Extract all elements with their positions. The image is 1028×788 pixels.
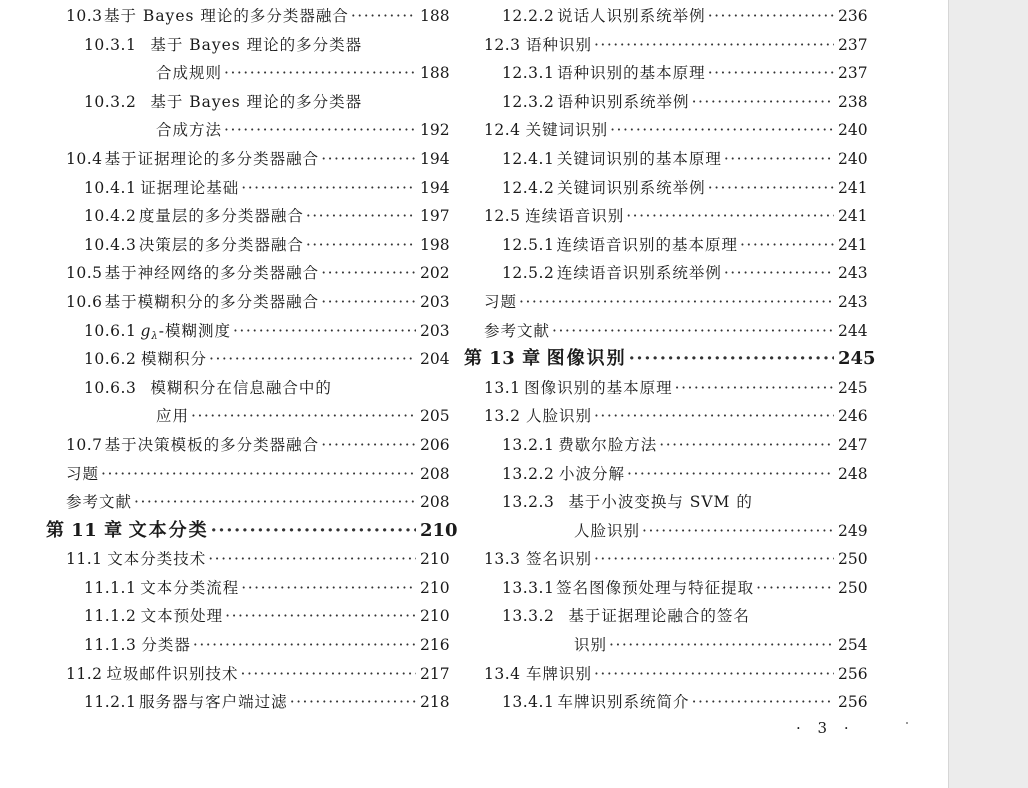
toc-entry[interactable] — [464, 116, 868, 145]
toc-page-number: 218 — [420, 693, 450, 712]
toc-page-number: 192 — [420, 121, 450, 140]
toc-section-number: 13.3.1 — [502, 578, 555, 597]
toc-page-number: 194 — [420, 178, 450, 197]
toc-entry[interactable] — [464, 145, 868, 174]
toc-section-title: 基于决策模板的多分类器融合 — [104, 435, 320, 454]
toc-section-title: 习题 — [484, 292, 518, 311]
toc-section-number: 13.2 — [484, 407, 521, 426]
toc-section-title: 度量层的多分类器融合 — [138, 207, 304, 226]
toc-section-number: 13.3 — [484, 550, 521, 569]
toc-section-number: 12.3.1 — [502, 64, 555, 83]
toc-section-number: 13.4.1 — [502, 693, 555, 712]
toc-section-number: 12.5.2 — [502, 264, 555, 283]
toc-section-title: 关键词识别系统举例 — [557, 178, 706, 197]
toc-entry[interactable] — [46, 231, 450, 260]
toc-section-number: 12.3 — [484, 35, 521, 54]
toc-section-title: 模糊积分 — [141, 350, 208, 369]
dot-leader — [211, 517, 416, 546]
dot-leader — [101, 460, 416, 489]
toc-section-number: 10.3.1 — [84, 35, 137, 54]
toc-entry[interactable] — [46, 145, 450, 174]
toc-section-title: 服务器与客户端过滤 — [139, 693, 288, 712]
toc-page-number: 245 — [838, 378, 868, 397]
toc-section-number: 10.4.3 — [84, 235, 137, 254]
dot-leader — [724, 259, 834, 288]
toc-entry[interactable] — [46, 259, 450, 288]
toc-entry[interactable] — [46, 116, 450, 145]
toc-page-number: 202 — [420, 264, 450, 283]
toc-page-number: 245 — [838, 348, 876, 370]
toc-section-title: 应用 — [156, 407, 190, 426]
toc-section-number: 第 11 章 — [46, 519, 123, 541]
toc-page-number: 237 — [838, 64, 868, 83]
toc-entry[interactable] — [464, 88, 868, 117]
toc-section-number: 10.4.1 — [84, 178, 137, 197]
toc-entry[interactable] — [464, 545, 868, 574]
toc-section-number: 13.2.2 — [502, 464, 555, 483]
toc-entry[interactable] — [46, 317, 450, 346]
toc-section-title: 语种识别 — [525, 35, 592, 54]
toc-section-number: 13.1 — [484, 378, 521, 397]
toc-section-number: 10.5 — [66, 264, 103, 283]
toc-entry[interactable] — [46, 59, 450, 88]
toc-section-title: 图像识别的基本原理 — [524, 378, 673, 397]
title-symbol: g — [140, 321, 152, 340]
dot-leader — [191, 402, 416, 431]
dot-leader — [594, 660, 834, 689]
toc-section-number: 第 13 章 — [464, 348, 541, 370]
toc-page-number: 188 — [420, 64, 450, 83]
toc-page-number: 249 — [838, 521, 868, 540]
toc-page-number: 236 — [838, 7, 868, 25]
toc-entry[interactable] — [464, 602, 864, 631]
toc-page-number: 248 — [838, 464, 868, 483]
toc-section-number: 11.1.1 — [84, 578, 137, 597]
toc-section-title: 签名识别 — [525, 550, 592, 569]
toc-entry[interactable] — [46, 174, 450, 203]
toc-entry[interactable] — [46, 688, 450, 717]
dot-leader — [610, 116, 834, 145]
toc-page-number: 194 — [420, 149, 450, 168]
toc-page-number: 241 — [838, 235, 868, 254]
toc-section-title: 费歇尔脸方法 — [558, 435, 658, 454]
dot-leader — [306, 202, 416, 231]
toc-section-title: 小波分解 — [559, 464, 626, 483]
toc-entry[interactable] — [464, 59, 868, 88]
toc-page-number: 256 — [838, 693, 868, 712]
dot-leader — [208, 545, 416, 574]
toc-entry[interactable] — [464, 231, 868, 260]
toc-entry[interactable] — [46, 460, 450, 489]
toc-section-title: 合成方法 — [156, 121, 223, 140]
toc-page-number: 250 — [838, 578, 868, 597]
toc-entry[interactable] — [464, 374, 868, 403]
toc-page-number: 210 — [420, 607, 450, 626]
toc-section-number: 10.4 — [66, 149, 103, 168]
toc-section-title: 语种识别的基本原理 — [557, 64, 706, 83]
toc-entry[interactable] — [46, 574, 450, 603]
dot-leader — [659, 431, 834, 460]
toc-section-title: 合成规则 — [156, 64, 223, 83]
toc-entry[interactable] — [46, 88, 446, 117]
toc-section-number: 10.3.2 — [84, 92, 137, 111]
toc-section-number: 13.2.3 — [502, 493, 555, 512]
toc-section-title: 基于 Bayes 理论的多分类器融合 — [104, 7, 349, 25]
toc-entry[interactable] — [464, 517, 868, 546]
dot-leader — [306, 231, 416, 260]
toc-section-number: 10.6.3 — [84, 378, 137, 397]
toc-entry[interactable] — [464, 631, 868, 660]
title-subscript: λ — [151, 330, 159, 342]
toc-entry[interactable] — [464, 317, 868, 346]
toc-entry[interactable] — [46, 660, 450, 689]
toc-section-number: 10.4.2 — [84, 207, 137, 226]
toc-entry[interactable] — [46, 202, 450, 231]
dot-leader — [290, 688, 416, 717]
toc-left-column — [46, 2, 458, 717]
dot-leader — [321, 288, 416, 317]
toc-section-title: 车牌识别系统简介 — [557, 693, 690, 712]
toc-section-number: 10.6.2 — [84, 350, 137, 369]
toc-section-title: 连续语音识别系统举例 — [556, 264, 722, 283]
toc-section-title: 文本分类流程 — [140, 578, 240, 597]
dot-leader — [609, 631, 834, 660]
toc-section-title: 基于 Bayes 理论的多分类器 — [150, 92, 363, 111]
toc-section-title: 基于神经网络的多分类器融合 — [104, 264, 320, 283]
dot-leader — [756, 574, 834, 603]
toc-chapter-entry[interactable] — [46, 517, 458, 546]
toc-entry[interactable] — [464, 2, 868, 31]
toc-section-title: 关键词识别 — [525, 121, 609, 140]
dot-leader — [241, 574, 416, 603]
toc-entry[interactable] — [464, 574, 868, 603]
toc-section-title: 证据理论基础 — [140, 178, 240, 197]
toc-entry[interactable] — [46, 602, 450, 631]
toc-section-number: 13.3.2 — [502, 607, 555, 626]
toc-section-number: 10.6 — [66, 292, 103, 311]
toc-entry[interactable] — [464, 688, 868, 717]
toc-section-number: 12.3.2 — [502, 92, 555, 111]
toc-entry[interactable] — [46, 2, 450, 31]
toc-section-title: 文本分类技术 — [107, 550, 207, 569]
dot-leader — [519, 288, 834, 317]
toc-page-number: 240 — [838, 149, 868, 168]
toc-page-number: 205 — [420, 407, 450, 426]
toc-section-number: 11.2 — [66, 664, 103, 683]
toc-section-title: 基于证据理论融合的签名 — [568, 607, 750, 626]
toc-section-number: 11.2.1 — [84, 693, 137, 712]
toc-page-number: 238 — [838, 92, 868, 111]
toc-page-number: 246 — [838, 407, 868, 426]
toc-section-title: 习题 — [66, 464, 100, 483]
toc-section-title: 连续语音识别的基本原理 — [556, 235, 738, 254]
toc-page-number: 206 — [420, 435, 450, 454]
dot-leader — [724, 145, 834, 174]
toc-entry[interactable] — [464, 288, 868, 317]
toc-entry[interactable] — [46, 545, 450, 574]
toc-page-number: 204 — [420, 350, 450, 369]
toc-section-title: 人脸识别 — [525, 407, 592, 426]
dot-leader — [321, 259, 416, 288]
toc-entry[interactable] — [464, 202, 868, 231]
toc-section-number: 13.2.1 — [502, 435, 555, 454]
dot-leader — [692, 688, 834, 717]
toc-page-number: 256 — [838, 664, 868, 683]
toc-entry[interactable] — [464, 488, 864, 517]
toc-section-number: 12.4 — [484, 121, 521, 140]
toc-right-column — [464, 2, 876, 717]
dot-leader — [552, 317, 834, 346]
toc-page-number: 203 — [420, 292, 450, 311]
toc-entry[interactable] — [46, 488, 450, 517]
dot-leader — [241, 174, 416, 203]
viewer-gutter — [948, 0, 1028, 788]
dot-leader — [233, 317, 416, 346]
toc-section-title: 车牌识别 — [525, 664, 592, 683]
toc-section-number: 12.5.1 — [502, 235, 555, 254]
toc-page-number: 247 — [838, 435, 868, 454]
dot-leader — [629, 345, 834, 374]
toc-page-number: 197 — [420, 207, 450, 226]
toc-entry[interactable] — [46, 345, 450, 374]
toc-section-number: 12.4.1 — [502, 149, 555, 168]
toc-section-title: 识别 — [574, 636, 608, 655]
scan-speck — [906, 722, 908, 724]
dot-leader — [224, 116, 416, 145]
toc-section-number: 10.6.1 — [84, 321, 137, 340]
toc-section-title: 参考文献 — [66, 493, 133, 512]
dot-leader — [193, 631, 416, 660]
toc-page-number: 241 — [838, 207, 868, 226]
toc-page-number: 210 — [420, 550, 450, 569]
toc-section-number: 12.4.2 — [502, 178, 555, 197]
toc-section-number: 10.7 — [66, 435, 103, 454]
dot-leader — [740, 231, 834, 260]
toc-section-title: 关键词识别的基本原理 — [556, 149, 722, 168]
toc-section-title: 垃圾邮件识别技术 — [106, 664, 239, 683]
toc-entry[interactable] — [46, 374, 446, 403]
dot-leader — [675, 374, 834, 403]
dot-leader — [626, 202, 834, 231]
toc-entry[interactable] — [464, 460, 868, 489]
toc-section-title: 决策层的多分类器融合 — [138, 235, 304, 254]
dot-leader — [642, 517, 834, 546]
toc-section-number: 12.5 — [484, 207, 521, 226]
page-number-footer: · 3 · — [796, 719, 855, 737]
toc-section-number: 11.1.3 — [84, 636, 137, 655]
toc-section-title: 人脸识别 — [574, 521, 641, 540]
toc-page-number: 210 — [420, 578, 450, 597]
toc-section-title: 基于小波变换与 SVM 的 — [568, 493, 753, 512]
toc-entry[interactable] — [46, 288, 450, 317]
toc-section-title: 签名图像预处理与特征提取 — [556, 578, 755, 597]
toc-entry[interactable] — [46, 431, 450, 460]
toc-entry[interactable] — [46, 402, 450, 431]
dot-leader — [225, 602, 416, 631]
toc-section-number: 10.3 — [66, 7, 103, 25]
toc-entry[interactable] — [464, 402, 868, 431]
toc-chapter-entry[interactable] — [464, 345, 876, 374]
toc-section-title: 说话人识别系统举例 — [557, 7, 706, 25]
dot-leader — [692, 88, 834, 117]
toc-page-number: 243 — [838, 292, 868, 311]
toc-page-number: 208 — [420, 464, 450, 483]
toc-page-number: 243 — [838, 264, 868, 283]
toc-section-title: 参考文献 — [484, 321, 551, 340]
toc-section-title: 文本预处理 — [140, 607, 224, 626]
dot-leader — [134, 488, 416, 517]
toc-page-number: 237 — [838, 35, 868, 54]
dot-leader — [708, 2, 834, 31]
toc-section-title: 基于证据理论的多分类器融合 — [104, 149, 320, 168]
toc-page-number: 188 — [420, 7, 450, 25]
toc-section-title: 基于 Bayes 理论的多分类器 — [150, 35, 363, 54]
toc-page-number: 241 — [838, 178, 868, 197]
dot-leader — [594, 545, 834, 574]
toc-section-title: 图像识别 — [546, 348, 627, 370]
dot-leader — [321, 431, 416, 460]
toc-page-number: 198 — [420, 235, 450, 254]
dot-leader — [321, 145, 416, 174]
dot-leader — [209, 345, 416, 374]
toc-page-number: 254 — [838, 636, 868, 655]
toc-entry[interactable] — [464, 431, 868, 460]
dot-leader — [627, 460, 834, 489]
toc-entry[interactable] — [464, 31, 868, 60]
dot-leader — [241, 660, 416, 689]
toc-section-title: 语种识别系统举例 — [557, 92, 690, 111]
dot-leader — [224, 59, 416, 88]
dot-leader — [708, 59, 834, 88]
toc-section-number: 11.1 — [66, 550, 103, 569]
toc-page-number: 217 — [420, 664, 450, 683]
toc-section-title: 连续语音识别 — [525, 207, 625, 226]
toc-section-title: 分类器 — [141, 636, 191, 655]
dot-leader — [594, 402, 834, 431]
toc-entry[interactable] — [46, 631, 450, 660]
toc-page-number: 244 — [838, 321, 868, 340]
toc-page-number: 210 — [420, 519, 458, 541]
toc-section-number: 13.4 — [484, 664, 521, 683]
toc-page-number: 203 — [420, 321, 450, 340]
toc-entry[interactable] — [46, 31, 446, 60]
dot-leader — [351, 2, 416, 31]
toc-page-number: 240 — [838, 121, 868, 140]
toc-page-number: 208 — [420, 493, 450, 512]
toc-page-number: 216 — [420, 636, 450, 655]
dot-leader — [594, 31, 834, 60]
toc-page-number: 250 — [838, 550, 868, 569]
toc-section-title: 基于模糊积分的多分类器融合 — [104, 292, 320, 311]
title-rest: -模糊测度 — [158, 321, 231, 340]
toc-entry[interactable] — [464, 259, 868, 288]
toc-section-title: 文本分类 — [128, 519, 209, 541]
dot-leader — [708, 174, 834, 203]
toc-entry[interactable] — [464, 174, 868, 203]
toc-section-number: 12.2.2 — [502, 7, 555, 25]
toc-entry[interactable] — [464, 660, 868, 689]
toc-section-number: 11.1.2 — [84, 607, 137, 626]
toc-section-title: 模糊积分在信息融合中的 — [150, 378, 332, 397]
